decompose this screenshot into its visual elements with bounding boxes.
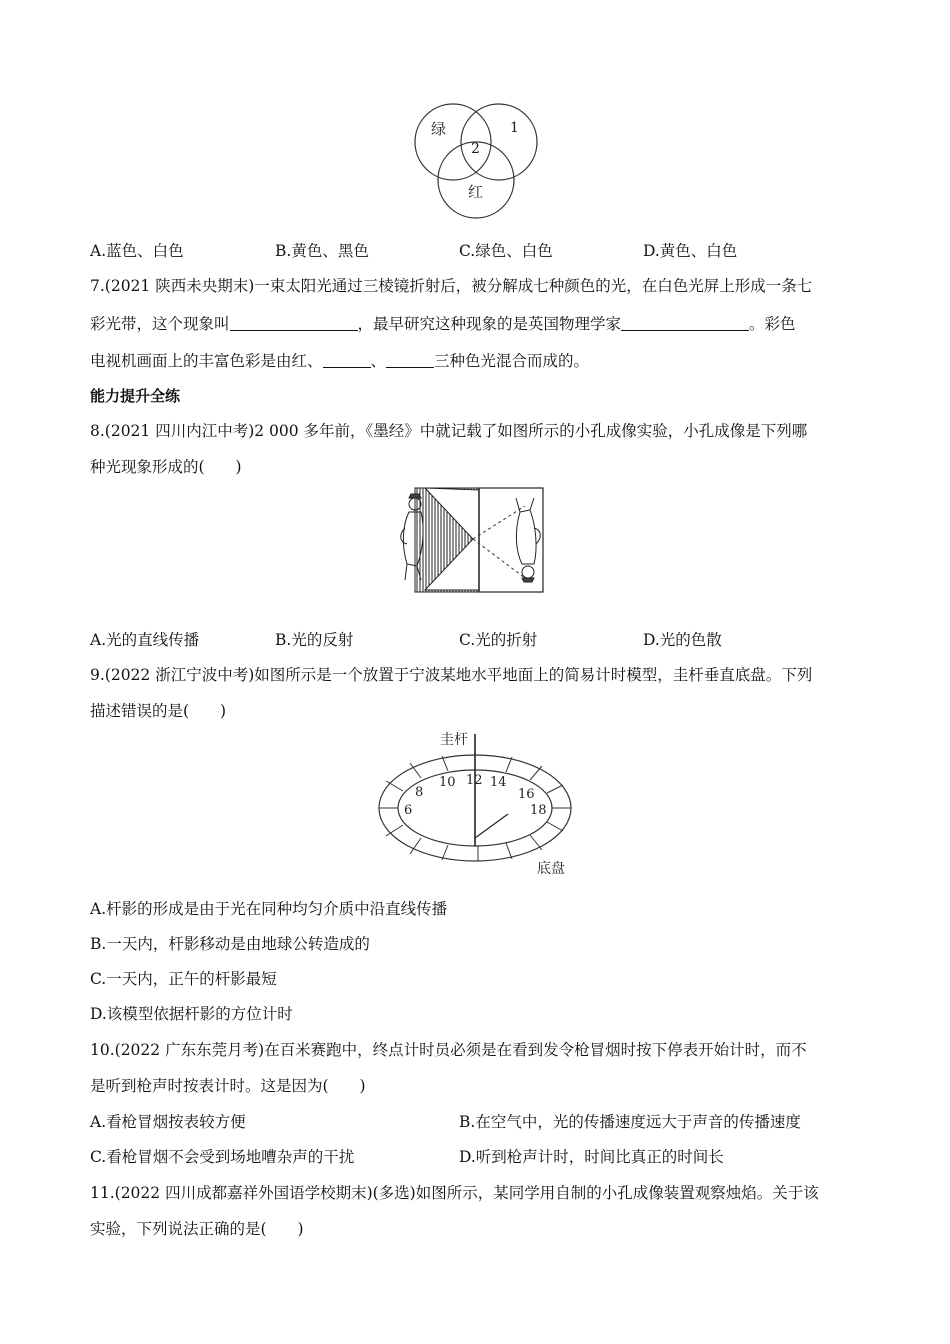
q11-line-1: 11.(2022 四川成都嘉祥外国语学校期末)(多选)如图所示，某同学用自制的小孔成像装置观察烛焰。关于该 [90, 1184, 819, 1202]
pinhole-figure [395, 484, 555, 596]
venn-label-1: 1 [510, 120, 519, 136]
q11-line-2: 实验，下列说法正确的是( ) [90, 1220, 304, 1238]
q9-option-c: C.一天内，正午的杆影最短 [90, 970, 277, 988]
sundial-pole-label: 圭杆 [440, 732, 468, 748]
q10-option-a: A.看枪冒烟按表较方便 [90, 1113, 246, 1131]
q9-option-a: A.杆影的形成是由于光在同种均匀介质中沿直线传播 [90, 900, 448, 918]
q8-option-b: B.光的反射 [275, 631, 354, 649]
q8-option-a: A.光的直线传播 [90, 631, 200, 649]
q7-text-e: 、 [370, 352, 387, 370]
q7-text-f: 三种色光混合而成的。 [434, 352, 590, 370]
q10-option-c: C.看枪冒烟不会受到场地嘈杂声的干扰 [90, 1148, 355, 1166]
q9-option-b: B.一天内，杆影移动是由地球公转造成的 [90, 935, 370, 953]
q6-option-a: A.蓝色、白色 [90, 242, 184, 260]
q10-option-b: B.在空气中，光的传播速度远大于声音的传播速度 [459, 1113, 801, 1131]
sundial-shadow [475, 814, 508, 838]
venn-label-green: 绿 [431, 120, 447, 138]
sundial-hour-14: 14 [490, 775, 507, 790]
q6-option-b: B.黄色、黑色 [275, 242, 369, 260]
sundial-base-label: 底盘 [537, 861, 565, 877]
q9-line-2: 描述错误的是( ) [90, 702, 227, 720]
sundial-hour-18: 18 [530, 803, 547, 818]
q10-line-1: 10.(2022 广东东莞月考)在百米赛跑中，终点计时员必须是在看到发令枪冒烟时按下停表开始计时，而不 [90, 1041, 807, 1059]
q7-line-2 [90, 313, 796, 335]
q7-blank-color-2[interactable] [323, 351, 371, 368]
pinhole-wall-left [415, 488, 479, 592]
q7-text-b: ，最早研究这种现象的是英国物理学家 [357, 315, 622, 333]
q7-blank-phenomenon[interactable] [230, 314, 358, 331]
q7-text-a: 彩光带，这个现象叫 [90, 315, 230, 333]
q9-option-d: D.该模型依据杆影的方位计时 [90, 1005, 293, 1023]
q7-text-d: 电视机画面上的丰富色彩是由红、 [90, 352, 323, 370]
q8-option-d: D.光的色散 [643, 631, 722, 649]
q10-line-2: 是听到枪声时按表计时。这是因为( ) [90, 1077, 366, 1095]
q7-text-c: 。彩色 [749, 315, 796, 333]
q8-line-2: 种光现象形成的( ) [90, 458, 242, 476]
venn-label-red: 红 [468, 183, 484, 201]
q7-blank-color-3[interactable] [386, 351, 434, 368]
venn-label-2: 2 [471, 141, 480, 157]
sundial-hour-10: 10 [439, 775, 456, 790]
sundial-figure [370, 728, 590, 878]
sundial-hour-6: 6 [404, 803, 413, 818]
q10-option-d: D.听到枪声计时，时间比真正的时间长 [459, 1148, 724, 1166]
q6-option-c: C.绿色、白色 [459, 242, 553, 260]
q9-line-1: 9.(2022 浙江宁波中考)如图所示是一个放置于宁波某地水平地面上的简易计时模型，圭杆垂直底盘。下列 [90, 666, 813, 684]
sundial-hour-16: 16 [518, 787, 535, 802]
sundial-hour-12: 12 [466, 773, 483, 788]
q7-line-3 [90, 350, 589, 372]
venn-diagram [405, 96, 545, 220]
section-title: 能力提升全练 [90, 387, 181, 405]
q8-line-1: 8.(2021 四川内江中考)2 000 多年前，《墨经》中就记载了如图所示的小孔成像实验，小孔成像是下列哪 [90, 422, 808, 440]
pinhole-screen [479, 488, 543, 592]
sundial-hour-8: 8 [415, 785, 424, 800]
q6-option-d: D.黄色、白色 [643, 242, 738, 260]
q7-line-1: 7.(2021 陕西未央期末)一束太阳光通过三棱镜折射后，被分解成七种颜色的光，在白色光屏上形成一条七 [90, 277, 813, 295]
person-inverted-icon [516, 498, 540, 582]
q8-option-c: C.光的折射 [459, 631, 538, 649]
q7-blank-physicist[interactable] [621, 314, 749, 331]
